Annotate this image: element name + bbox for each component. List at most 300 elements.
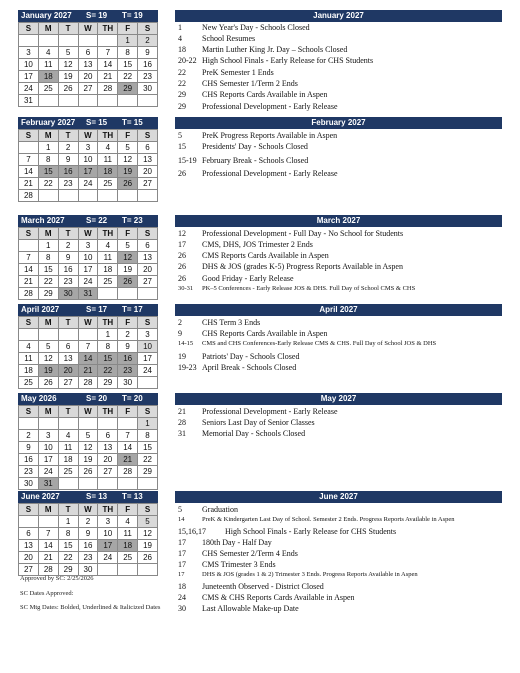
day-cell: 14 — [118, 442, 138, 454]
week-row — [19, 83, 158, 95]
day-cell: 11 — [19, 353, 39, 365]
month-name: June 2027 — [21, 492, 60, 501]
day-cell: 27 — [19, 564, 39, 576]
day-cell: 6 — [58, 341, 78, 353]
day-cell — [38, 418, 58, 430]
event-date: 30 — [178, 604, 186, 613]
day-cell: 26 — [118, 178, 138, 190]
day-cell: 21 — [38, 552, 58, 564]
week-row — [19, 47, 158, 59]
weekday-header: F — [118, 23, 138, 35]
approval-note: Approved by SC: 2/25/2026 — [20, 575, 94, 582]
events-month-header: January 2027 — [175, 10, 502, 22]
day-cell: 12 — [78, 442, 98, 454]
event-description: PK–5 Conferences - Early Release JOS & DHS. Full Day of School CMS & CHS — [202, 285, 416, 292]
day-cell: 16 — [58, 166, 78, 178]
day-cell: 4 — [58, 430, 78, 442]
day-cell: 14 — [98, 59, 118, 71]
day-cell: 26 — [38, 377, 58, 389]
week-row — [19, 142, 158, 154]
day-cell: 1 — [118, 35, 138, 47]
day-cell: 8 — [58, 528, 78, 540]
day-cell: 28 — [98, 83, 118, 95]
day-cell: 11 — [98, 154, 118, 166]
event-description: Professional Development - Early Release — [202, 102, 338, 111]
event-description: DHS & JOS (grades K-5) Progress Reports Available in Aspen — [202, 262, 403, 271]
day-cell: 29 — [138, 466, 158, 478]
event-description: CHS Reports Cards Available in Aspen — [202, 90, 328, 99]
day-cell: 14 — [19, 264, 39, 276]
day-cell: 24 — [19, 83, 39, 95]
event-date: 2 — [178, 318, 182, 327]
week-row — [19, 329, 158, 341]
event-date: 26 — [178, 251, 186, 260]
event-description: CMS & CHS Reports Cards Available in Aspen — [202, 593, 355, 602]
event-date: 28 — [178, 418, 186, 427]
event-date: 12 — [178, 229, 186, 238]
month-header — [18, 491, 158, 503]
day-cell: 6 — [78, 47, 98, 59]
day-cell: 26 — [58, 83, 78, 95]
day-cell: 25 — [58, 466, 78, 478]
day-cell: 13 — [78, 59, 98, 71]
day-cell: 14 — [19, 166, 39, 178]
day-cell: 20 — [98, 454, 118, 466]
day-cell: 30 — [78, 564, 98, 576]
day-cell: 16 — [118, 353, 138, 365]
day-cell: 11 — [58, 442, 78, 454]
day-cell — [78, 190, 98, 202]
day-cell: 13 — [98, 442, 118, 454]
week-row — [19, 71, 158, 83]
day-cell — [118, 564, 138, 576]
day-cell: 24 — [138, 365, 158, 377]
day-cell: 3 — [138, 329, 158, 341]
sc-mtg-note: SC Mtg Dates: Bolded, Underlined & Italicized Dates — [20, 604, 161, 611]
event-date: 29 — [178, 90, 186, 99]
weekday-header: S — [138, 406, 158, 418]
day-cell: 10 — [38, 442, 58, 454]
mini-calendar — [18, 117, 158, 202]
day-cell: 30 — [118, 377, 138, 389]
weekday-header: W — [78, 130, 98, 142]
week-row — [19, 528, 158, 540]
day-cell: 7 — [118, 430, 138, 442]
events-section — [175, 215, 502, 292]
event-description: Professional Development - Full Day - No School for Students — [202, 229, 404, 238]
day-cell — [118, 190, 138, 202]
weekday-header: M — [38, 228, 58, 240]
day-cell: 20 — [78, 71, 98, 83]
event-description: PreK & Kindergarten Last Day of School. Semester 2 Ends. Progress Reports Available in Aspen — [202, 516, 455, 523]
day-cell: 11 — [38, 59, 58, 71]
week-row — [19, 454, 158, 466]
month-grid — [18, 227, 158, 300]
student-days-count: S= 15 — [86, 118, 108, 127]
weekday-header: T — [58, 406, 78, 418]
day-cell: 12 — [138, 528, 158, 540]
month-grid — [18, 503, 158, 576]
day-cell: 2 — [58, 142, 78, 154]
event-date: 30-31 — [178, 285, 194, 292]
day-cell: 6 — [98, 430, 118, 442]
event-date: 4 — [178, 34, 182, 43]
day-cell: 6 — [19, 528, 39, 540]
day-cell — [138, 377, 158, 389]
day-cell: 9 — [19, 442, 39, 454]
day-cell: 12 — [118, 154, 138, 166]
day-cell — [138, 95, 158, 107]
day-cell: 4 — [98, 142, 118, 154]
day-cell — [78, 418, 98, 430]
month-grid — [18, 129, 158, 202]
events-month-header: February 2027 — [175, 117, 502, 129]
week-row — [19, 264, 158, 276]
mini-calendar — [18, 393, 158, 490]
weekday-header: S — [19, 406, 39, 418]
day-cell: 19 — [138, 540, 158, 552]
event-description: February Break - Schools Closed — [202, 156, 309, 165]
sc-dates-note: SC Dates Approved: — [20, 590, 74, 597]
day-cell: 27 — [78, 83, 98, 95]
week-row — [19, 59, 158, 71]
week-row — [19, 190, 158, 202]
day-cell: 16 — [78, 540, 98, 552]
week-row — [19, 178, 158, 190]
day-cell: 15 — [58, 540, 78, 552]
event-date: 26 — [178, 274, 186, 283]
event-date: 21 — [178, 407, 186, 416]
day-cell: 10 — [19, 59, 39, 71]
student-days-count: S= 22 — [86, 216, 108, 225]
day-cell — [19, 418, 39, 430]
event-description: Professional Development - Early Release — [202, 407, 338, 416]
day-cell: 30 — [138, 83, 158, 95]
day-cell: 17 — [98, 540, 118, 552]
week-row — [19, 35, 158, 47]
weekday-header: M — [38, 504, 58, 516]
weekday-header: W — [78, 317, 98, 329]
event-description: CHS Semester 1/Term 2 Ends — [202, 79, 298, 88]
day-cell: 15 — [118, 59, 138, 71]
day-cell: 23 — [19, 466, 39, 478]
day-cell: 5 — [118, 142, 138, 154]
month-name: February 2027 — [21, 118, 76, 127]
day-cell: 3 — [38, 430, 58, 442]
events-month-header: May 2027 — [175, 393, 502, 405]
day-cell: 24 — [78, 276, 98, 288]
weekday-header: S — [138, 317, 158, 329]
month-grid — [18, 22, 158, 107]
event-date: 15-19 — [178, 156, 197, 165]
day-cell — [98, 190, 118, 202]
event-description: CHS Reports Cards Available in Aspen — [202, 329, 328, 338]
day-cell — [58, 35, 78, 47]
day-cell — [98, 288, 118, 300]
day-cell: 16 — [19, 454, 39, 466]
day-cell — [118, 418, 138, 430]
day-cell: 31 — [19, 95, 39, 107]
day-cell: 27 — [98, 466, 118, 478]
day-cell: 6 — [138, 142, 158, 154]
event-date: 20-22 — [178, 56, 197, 65]
event-date: 22 — [178, 79, 186, 88]
day-cell: 13 — [19, 540, 39, 552]
week-row — [19, 466, 158, 478]
day-cell: 25 — [38, 83, 58, 95]
week-row — [19, 430, 158, 442]
teacher-days-count: T= 20 — [122, 394, 143, 403]
week-row — [19, 154, 158, 166]
month-name: January 2027 — [21, 11, 72, 20]
weekday-header: S — [19, 504, 39, 516]
day-cell: 9 — [58, 252, 78, 264]
day-cell: 9 — [118, 341, 138, 353]
day-cell: 4 — [38, 47, 58, 59]
week-row — [19, 288, 158, 300]
day-cell: 21 — [78, 365, 98, 377]
day-cell: 21 — [19, 276, 39, 288]
day-cell: 18 — [98, 264, 118, 276]
day-cell: 27 — [58, 377, 78, 389]
day-cell: 4 — [19, 341, 39, 353]
event-date: 29 — [178, 102, 186, 111]
event-date: 26 — [178, 169, 186, 178]
day-cell: 1 — [38, 240, 58, 252]
student-days-count: S= 13 — [86, 492, 108, 501]
event-date: 17 — [178, 538, 186, 547]
day-cell: 28 — [118, 466, 138, 478]
day-cell: 2 — [138, 35, 158, 47]
day-cell: 15 — [38, 166, 58, 178]
day-cell: 15 — [38, 264, 58, 276]
day-cell: 10 — [98, 528, 118, 540]
day-cell: 2 — [78, 516, 98, 528]
weekday-header: F — [118, 504, 138, 516]
day-cell: 15 — [138, 442, 158, 454]
mini-calendar — [18, 304, 158, 389]
day-cell — [98, 95, 118, 107]
week-row — [19, 442, 158, 454]
day-cell: 1 — [138, 418, 158, 430]
day-cell: 10 — [78, 252, 98, 264]
day-cell: 6 — [138, 240, 158, 252]
teacher-days-count: T= 13 — [122, 492, 143, 501]
day-cell: 28 — [38, 564, 58, 576]
day-cell: 25 — [118, 552, 138, 564]
events-section — [175, 304, 502, 372]
day-cell: 22 — [118, 71, 138, 83]
month-header — [18, 215, 158, 227]
day-cell: 1 — [58, 516, 78, 528]
event-description: Patriots' Day - Schools Closed — [202, 352, 300, 361]
event-date: 14 — [178, 516, 185, 523]
day-cell — [78, 329, 98, 341]
weekday-header: T — [58, 130, 78, 142]
day-cell: 18 — [38, 71, 58, 83]
day-cell: 28 — [19, 190, 39, 202]
events-section — [175, 491, 502, 613]
weekday-header: S — [19, 228, 39, 240]
day-cell — [19, 329, 39, 341]
day-cell: 4 — [98, 240, 118, 252]
weekday-header: S — [138, 504, 158, 516]
event-date: 26 — [178, 262, 186, 271]
day-cell: 8 — [118, 47, 138, 59]
student-days-count: S= 19 — [86, 11, 108, 20]
week-row — [19, 341, 158, 353]
event-description: Good Friday - Early Release — [202, 274, 294, 283]
day-cell: 8 — [38, 154, 58, 166]
event-description: Professional Development - Early Release — [202, 169, 338, 178]
day-cell: 24 — [38, 466, 58, 478]
day-cell: 23 — [118, 365, 138, 377]
day-cell: 18 — [58, 454, 78, 466]
day-cell: 22 — [38, 178, 58, 190]
event-description: CMS Trimester 3 Ends — [202, 560, 276, 569]
day-cell — [38, 190, 58, 202]
weekday-header: F — [118, 317, 138, 329]
day-cell — [19, 516, 39, 528]
weekday-header: T — [58, 228, 78, 240]
day-cell: 3 — [78, 142, 98, 154]
day-cell: 22 — [98, 365, 118, 377]
weekday-header: F — [118, 228, 138, 240]
week-row — [19, 95, 158, 107]
day-cell: 5 — [58, 47, 78, 59]
event-date: 24 — [178, 593, 186, 602]
day-cell: 28 — [19, 288, 39, 300]
week-row — [19, 552, 158, 564]
day-cell: 21 — [118, 454, 138, 466]
day-cell: 11 — [98, 252, 118, 264]
event-date: 18 — [178, 45, 186, 54]
day-cell: 3 — [98, 516, 118, 528]
week-row — [19, 353, 158, 365]
day-cell — [19, 142, 39, 154]
day-cell — [98, 418, 118, 430]
week-row — [19, 564, 158, 576]
event-date: 15,16,17 — [178, 527, 206, 536]
day-cell — [98, 35, 118, 47]
day-cell: 13 — [138, 154, 158, 166]
event-description: Memorial Day - Schools Closed — [202, 429, 306, 438]
day-cell: 23 — [58, 276, 78, 288]
weekday-header: M — [38, 23, 58, 35]
events-section — [175, 393, 502, 438]
event-date: 17 — [178, 240, 186, 249]
day-cell: 16 — [58, 264, 78, 276]
day-cell: 27 — [138, 178, 158, 190]
mini-calendar — [18, 215, 158, 300]
event-date: 17 — [178, 549, 186, 558]
weekday-header: TH — [98, 130, 118, 142]
day-cell: 13 — [138, 252, 158, 264]
event-description: Graduation — [202, 505, 238, 514]
month-header — [18, 117, 158, 129]
week-row — [19, 516, 158, 528]
day-cell: 19 — [118, 264, 138, 276]
event-date: 9 — [178, 329, 182, 338]
day-cell: 19 — [78, 454, 98, 466]
mini-calendar — [18, 10, 158, 107]
event-description: Presidents' Day - Schools Closed — [202, 142, 308, 151]
day-cell: 22 — [58, 552, 78, 564]
events-month-header: March 2027 — [175, 215, 502, 227]
day-cell: 30 — [58, 288, 78, 300]
day-cell: 7 — [38, 528, 58, 540]
month-header — [18, 10, 158, 22]
weekday-header: S — [138, 130, 158, 142]
day-cell: 29 — [58, 564, 78, 576]
day-cell — [19, 35, 39, 47]
day-cell: 17 — [38, 454, 58, 466]
day-cell: 29 — [118, 83, 138, 95]
day-cell — [58, 329, 78, 341]
student-days-count: S= 17 — [86, 305, 108, 314]
events-month-header: June 2027 — [175, 491, 502, 503]
month-grid — [18, 316, 158, 389]
day-cell — [78, 35, 98, 47]
day-cell: 7 — [19, 252, 39, 264]
day-cell: 10 — [138, 341, 158, 353]
day-cell — [138, 190, 158, 202]
day-cell: 31 — [38, 478, 58, 490]
event-date: 18 — [178, 582, 186, 591]
weekday-header: F — [118, 406, 138, 418]
day-cell — [138, 478, 158, 490]
weekday-header: S — [138, 228, 158, 240]
week-row — [19, 240, 158, 252]
day-cell: 2 — [58, 240, 78, 252]
events-month-header: April 2027 — [175, 304, 502, 316]
day-cell: 17 — [78, 166, 98, 178]
event-date: 5 — [178, 505, 182, 514]
week-row — [19, 276, 158, 288]
weekday-header: W — [78, 406, 98, 418]
weekday-header: W — [78, 228, 98, 240]
event-description: Last Allowable Make-up Date — [202, 604, 299, 613]
day-cell: 23 — [138, 71, 158, 83]
event-description: CHS Semester 2/Term 4 Ends — [202, 549, 298, 558]
event-description: New Year's Day - Schools Closed — [202, 23, 310, 32]
day-cell: 19 — [58, 71, 78, 83]
event-description: CMS and CHS Conferences-Early Release CMS & CHS. Full Day of School JOS & DHS — [202, 340, 437, 347]
day-cell: 1 — [38, 142, 58, 154]
event-description: Seniors Last Day of Senior Classes — [202, 418, 315, 427]
day-cell: 10 — [78, 154, 98, 166]
event-description: High School Finals - Early Release for CHS Students — [225, 527, 397, 536]
day-cell: 31 — [78, 288, 98, 300]
month-name: May 2026 — [21, 394, 57, 403]
teacher-days-count: T= 15 — [122, 118, 143, 127]
event-description: April Break - Schools Closed — [202, 363, 297, 372]
month-header — [18, 393, 158, 405]
day-cell — [98, 478, 118, 490]
event-description: Juneteenth Observed - District Closed — [202, 582, 324, 591]
day-cell — [78, 478, 98, 490]
weekday-header: T — [58, 23, 78, 35]
day-cell: 11 — [118, 528, 138, 540]
day-cell: 19 — [118, 166, 138, 178]
event-date: 15 — [178, 142, 186, 151]
day-cell: 13 — [58, 353, 78, 365]
day-cell: 22 — [138, 454, 158, 466]
weekday-header: S — [19, 317, 39, 329]
day-cell: 5 — [78, 430, 98, 442]
day-cell: 8 — [98, 341, 118, 353]
event-description: School Resumes — [202, 34, 256, 43]
